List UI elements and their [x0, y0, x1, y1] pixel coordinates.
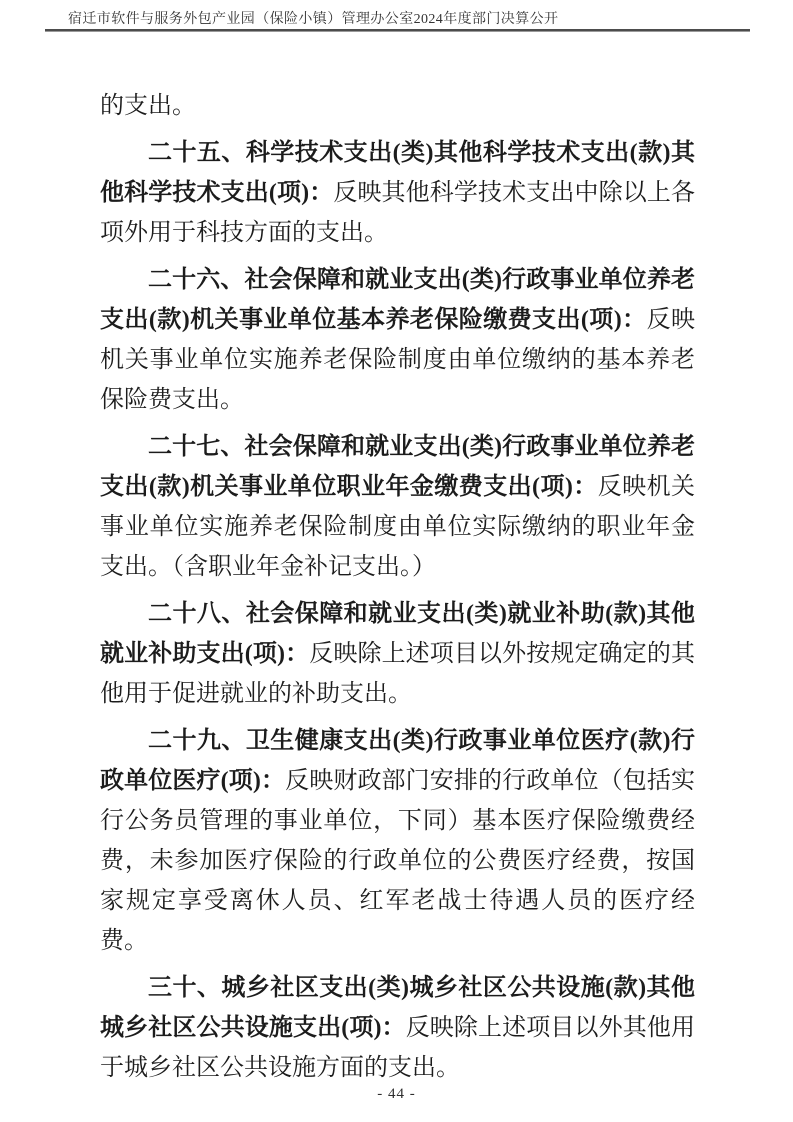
paragraph-lead: 二十八、社会保障和就业支出(类)就业补助(款)其他就业补助支出(项)： [100, 601, 695, 667]
document-body [100, 86, 695, 1095]
paragraph-text: 反映除上述项目以外其他用于城乡社区公共设施方面的支出。 [100, 1015, 696, 1081]
paragraph-section-29 [100, 721, 695, 961]
paragraph-lead: 二十六、社会保障和就业支出(类)行政事业单位养老支出(款)机关事业单位基本养老保险缴费支出(项)： [100, 267, 695, 333]
paragraph-lead: 三十、城乡社区支出(类)城乡社区公共设施(款)其他城乡社区公共设施支出(项)： [100, 975, 695, 1041]
paragraph-text: 反映财政部门安排的行政单位（包括实行公务员管理的事业单位，下同）基本医疗保险缴费经费，未参加医疗保险的行政单位的公费医疗经费，按国家规定享受离休人员、红军老战士待遇人员的医疗经费。 [100, 768, 696, 954]
page-footer [0, 1084, 793, 1104]
paragraph-section-26 [100, 260, 695, 420]
paragraph-section-27 [100, 427, 695, 587]
paragraph-continuation [100, 86, 695, 126]
paragraph-text: 反映其他科学技术支出中除以上各项外用于科技方面的支出。 [100, 180, 696, 246]
paragraph-text: 反映机关事业单位实施养老保险制度由单位缴纳的基本养老保险费支出。 [100, 307, 696, 413]
paragraph-lead: 二十五、科学技术支出(类)其他科学技术支出(款)其他科学技术支出(项)： [100, 140, 695, 206]
paragraph-section-30 [100, 968, 695, 1088]
paragraph-section-25 [100, 133, 695, 253]
paragraph-lead: 二十七、社会保障和就业支出(类)行政事业单位养老支出(款)机关事业单位职业年金缴费支出(项)： [100, 434, 695, 500]
paragraph-text: 的支出。 [100, 93, 196, 119]
paragraph-text: 反映除上述项目以外按规定确定的其他用于促进就业的补助支出。 [100, 641, 696, 707]
paragraph-lead: 二十九、卫生健康支出(类)行政事业单位医疗(款)行政单位医疗(项)： [100, 728, 695, 794]
page-number: - 44 - [377, 1086, 416, 1102]
paragraph-text: 反映机关事业单位实施养老保险制度由单位实际缴纳的职业年金支出。（含职业年金补记支出。） [100, 474, 696, 580]
header-rule [45, 29, 750, 32]
paragraph-section-28 [100, 594, 695, 714]
page-header-title: 宿迁市软件与服务外包产业园（保险小镇）管理办公室2024年度部门决算公开 [68, 12, 559, 27]
